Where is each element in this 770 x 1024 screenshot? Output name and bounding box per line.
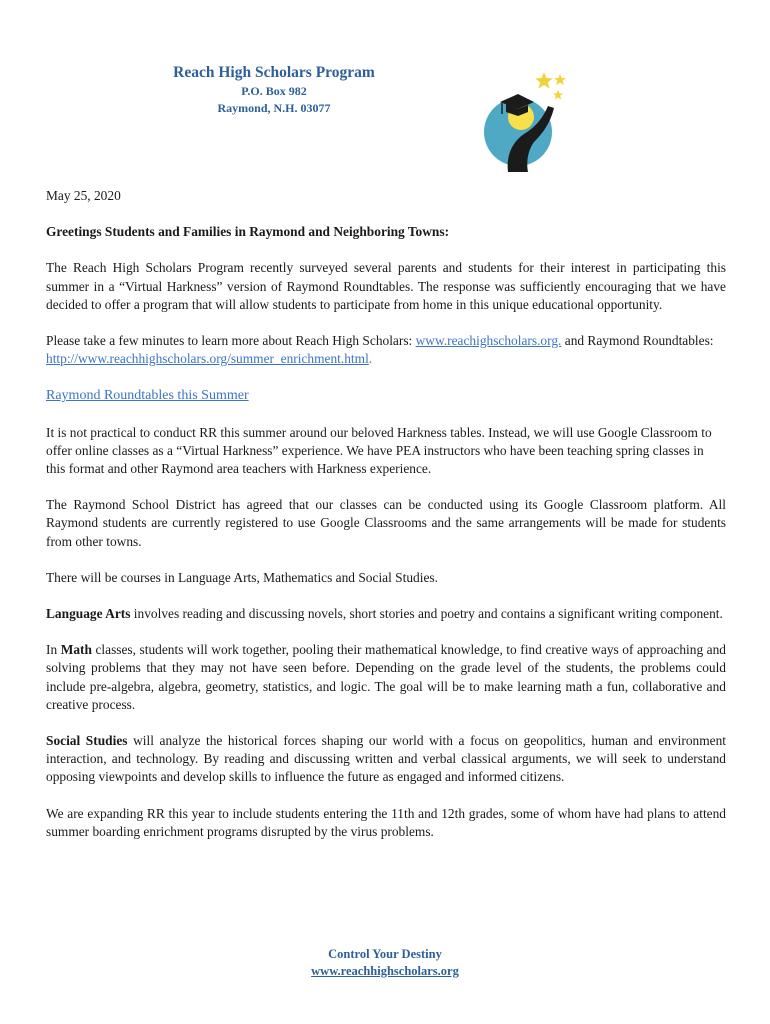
letter-date: May 25, 2020 [46,188,121,203]
math-lead: In [46,642,61,658]
letter-body [46,187,726,859]
section-heading-paragraph [46,386,726,405]
social-studies-text: will analyze the historical forces shaping our world with a focus on geopolitics, human and environment interaction, and technology. By reading and discussing written and verbal classical arguments, we will seek to understand opposing viewpoints and develop skills to influence the future as engaged and informed citizens. [46,733,727,785]
reach-high-link[interactable]: www.reachighscholars.org. [415,333,562,349]
courses-paragraph: There will be courses in Language Arts, Mathematics and Social Studies. [46,569,438,585]
logo-star-tiny [553,90,563,99]
summer-enrichment-link[interactable]: http://www.reachhighscholars.org/summer_enrichment.html [46,351,369,367]
footer [0,946,770,980]
letter-greeting: Greetings Students and Families in Raymond and Neighboring Towns: [46,224,450,240]
math-paragraph [46,641,726,714]
language-arts-term: Language Arts [46,606,131,622]
learn-more-middle: and Raymond Roundtables: [561,333,714,349]
learn-more-end: . [368,351,373,367]
math-term: Math [60,642,92,658]
po-box: P.O. Box 982 [241,84,307,98]
logo-star-small [554,74,566,85]
language-arts-paragraph [46,605,726,623]
district-paragraph: The Raymond School District has agreed that our classes can be conducted using its Google Classroom platform. All Raymond students are currently registered to use Google Classrooms and the same arrangements will be made for students from other towns. [46,497,726,549]
learn-more-lead: Please take a few minutes to learn more about Reach High Scholars: [46,333,416,349]
language-arts-text: involves reading and discussing novels, short stories and poetry and contains a significant writing component. [130,606,723,622]
social-studies-term: Social Studies [46,733,128,749]
practical-paragraph: It is not practical to conduct RR this summer around our beloved Harkness tables. Instead, we will use Google Classroom to offer online classes as a “Virtual Harkness” experience. We have PEA instructors who have been teaching spring classes in this format and other Raymond area teachers with Harkness experience. [46,424,712,477]
learn-more-paragraph [46,332,726,368]
logo-star-large [535,72,553,89]
letterhead [0,63,548,117]
city-address: Raymond, N.H. 03077 [217,101,331,115]
raymond-roundtables-heading-link[interactable]: Raymond Roundtables this Summer [46,388,249,404]
social-studies-paragraph [46,732,726,787]
org-name: Reach High Scholars Program [173,64,375,81]
intro-paragraph: The Reach High Scholars Program recently surveyed several parents and students for their interest in participating this summer in a “Virtual Harkness” version of Raymond Roundtables. The response was sufficiently encouraging that we have decided to offer a program that will allow students to participate from home in this unique educational opportunity. [46,260,726,312]
graduate-star-logo-icon [478,68,570,176]
footer-url-link[interactable]: www.reachhighscholars.org [311,964,459,978]
footer-motto: Control Your Destiny [328,947,442,961]
math-text: classes, students will work together, pooling their mathematical knowledge, to find creative ways of approaching and solving problems that they may not have seen before. Depending on the grade level of the students, the problems could include pre-algebra, algebra, geometry, statistics, and logic. The goal will be to make learning math a fun, collaborative and creative process. [46,642,726,712]
expanding-paragraph: We are expanding RR this year to include students entering the 11th and 12th grades, some of whom have had plans to attend summer boarding enrichment programs disrupted by the virus problems. [46,805,726,839]
